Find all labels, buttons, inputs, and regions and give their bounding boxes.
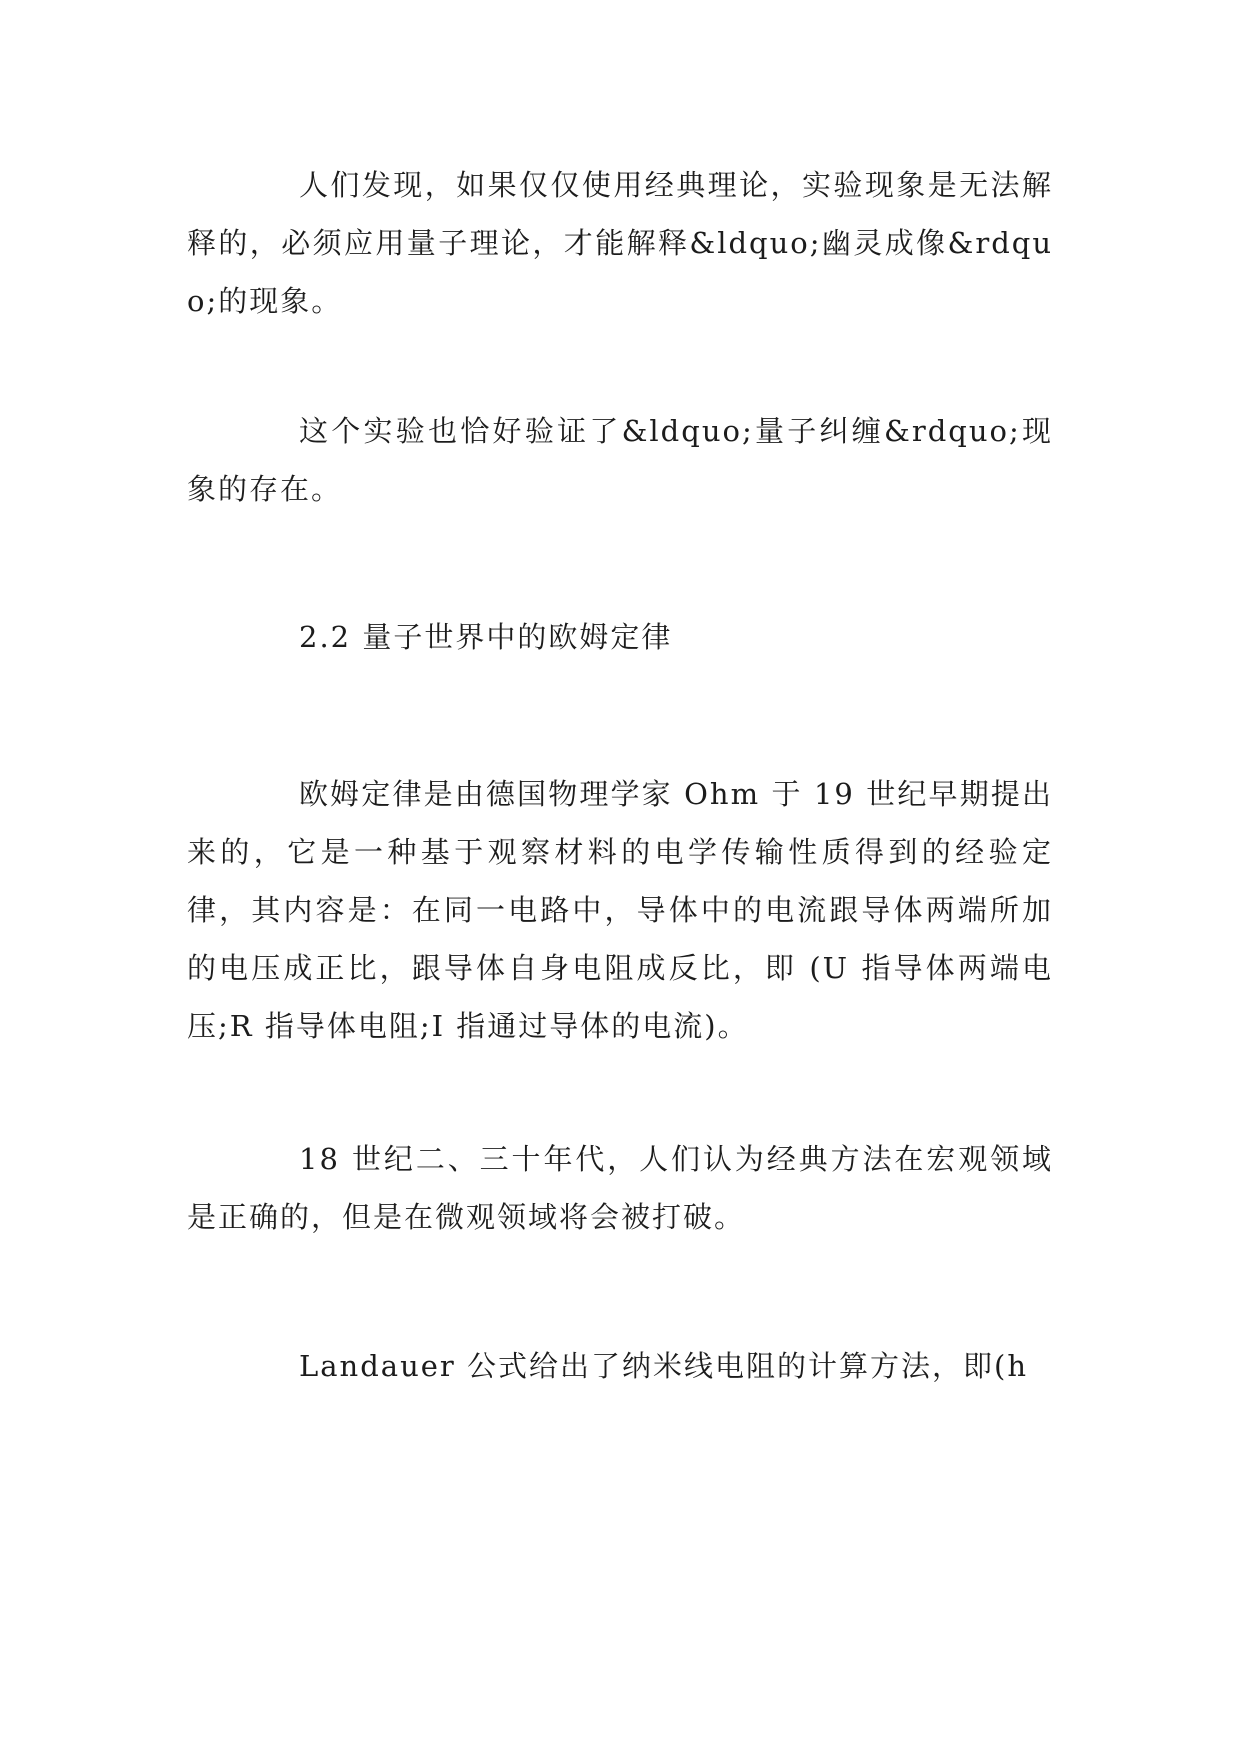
paragraph-landauer-formula: Landauer 公式给出了纳米线电阻的计算方法，即(h xyxy=(299,1349,1028,1383)
paragraph-ghost-imaging: 人们发现，如果仅仅使用经典理论，实验现象是无法解释的，必须应用量子理论，才能解释&ldquo;幽灵成像&rdquo;的现象。 xyxy=(187,168,1053,318)
paragraph-ohms-law: 欧姆定律是由德国物理学家 Ohm 于 19 世纪早期提出来的，它是一种基于观察材料的电学传输性质得到的经验定律，其内容是：在同一电路中，导体中的电流跟导体两端所加的电压成正比，跟导体自身电阻成反比，即 (U 指导体两端电压;R 指导体电阻;I 指通过导体的电流)。 xyxy=(187,777,1053,1043)
paragraph-classical-methods: 18 世纪二、三十年代，人们认为经典方法在宏观领域是正确的，但是在微观领域将会被打破。 xyxy=(187,1142,1053,1234)
paragraph-quantum-entanglement: 这个实验也恰好验证了&ldquo;量子纠缠&rdquo;现象的存在。 xyxy=(187,414,1053,506)
section-heading: 2.2 量子世界中的欧姆定律 xyxy=(299,620,673,654)
